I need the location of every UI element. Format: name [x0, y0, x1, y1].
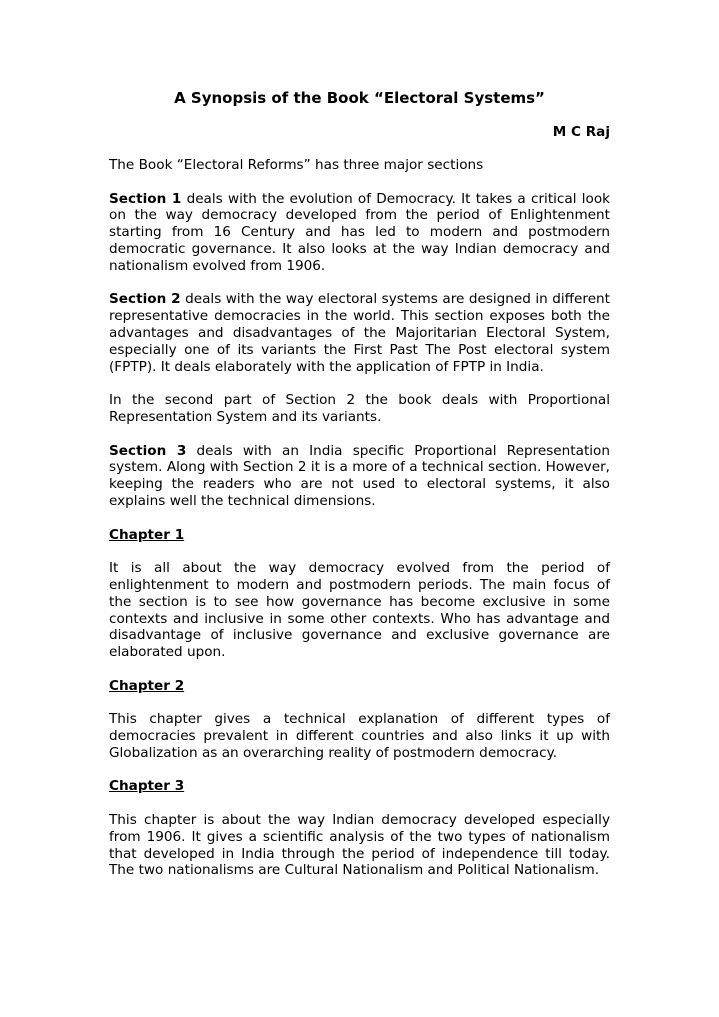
document-body — [109, 157, 610, 896]
author-name: M C Raj — [552, 124, 610, 140]
chapter-3-paragraph: This chapter is about the way Indian democracy developed especially from 1906. It gives a scientific analysis of the two types of nationalism that developed in India through the period of independence till today. The two nationalisms are Cultural Nationalism and Political Nationalism. — [109, 812, 610, 879]
document-title: A Synopsis of the Book “Electoral Systems” — [174, 89, 545, 107]
intro-paragraph: The Book “Electoral Reforms” has three major sections — [109, 157, 484, 173]
section-2-paragraph — [109, 291, 610, 375]
chapter-2-heading: Chapter 2 — [109, 677, 185, 694]
section-3-lead: Section 3 — [109, 442, 187, 459]
chapter-2-paragraph: This chapter gives a technical explanation of different types of democracies prevalent in different countries and also links it up with Globalization as an overarching reality of postmodern democracy. — [109, 711, 610, 761]
section-3-text: deals with an India specific Proportional Representation system. Along with Section 2 it is a more of a technical section. However, keeping the readers who are not used to electoral systems, it also explains well the technical dimensions. — [109, 442, 610, 509]
section-3-paragraph — [109, 443, 610, 510]
chapter-1-paragraph: It is all about the way democracy evolved from the period of enlightenment to modern and postmodern periods. The main focus of the section is to see how governance has become exclusive in some contexts and inclusive in some other contexts. Who has advantage and disadvantage of inclusive governance and exclusive governance are elaborated upon. — [109, 560, 610, 661]
section-1-lead: Section 1 — [109, 190, 182, 207]
section-1-paragraph — [109, 191, 610, 275]
chapter-1-heading: Chapter 1 — [109, 526, 185, 543]
chapter-3-heading: Chapter 3 — [109, 778, 185, 795]
section-1-text: deals with the evolution of Democracy. It takes a critical look on the way democracy developed from the period of Enlightenment starting from 16 Century and has led to modern and postmodern democratic governance. It also looks at the way Indian democracy and nationalism evolved from 1906. — [109, 190, 611, 274]
section-2-lead: Section 2 — [109, 291, 181, 308]
section-2-part-2-paragraph: In the second part of Section 2 the book deals with Proportional Representation System and its variants. — [109, 392, 610, 425]
section-2-text: deals with the way electoral systems are designed in different representative democracies in the world. This section exposes both the advantages and disadvantages of the Majoritarian Electoral System, especially one of its variants the First Past The Post electoral system (FPTP). It deals elaborately with the application of FPTP in India. — [109, 291, 611, 375]
